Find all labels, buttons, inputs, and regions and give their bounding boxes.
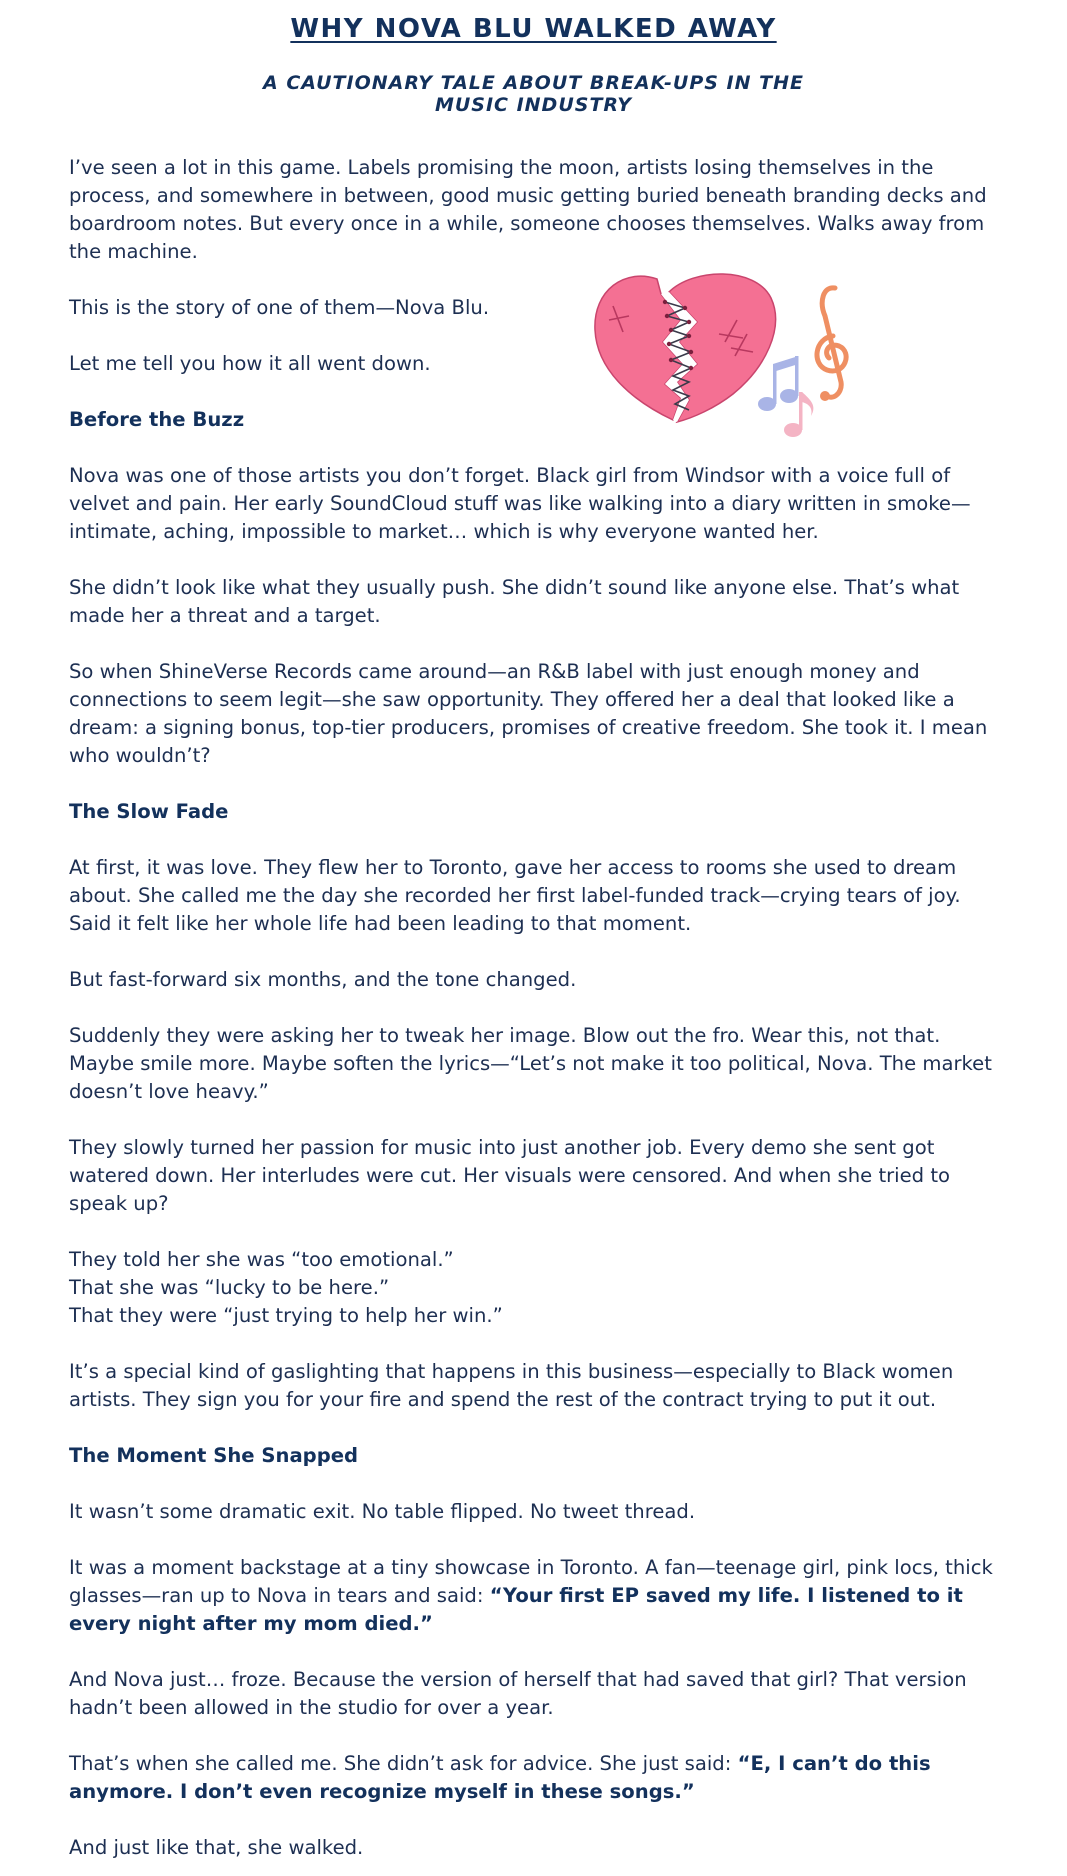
quote-line: That they were “just trying to help her win.”: [69, 1304, 503, 1327]
paragraph: She didn’t look like what they usually push. She didn’t sound like anyone else. That’s what made her a threat and a target.: [69, 576, 960, 627]
paragraph: And just like that, she walked.: [69, 1836, 364, 1859]
paragraph: [69, 1554, 998, 1638]
nova-quote: “E, I can’t do this anymore. I don’t even recognize myself in these songs.”: [69, 1752, 931, 1803]
paragraph: Suddenly they were asking her to tweak her image. Blow out the fro. Wear this, not that. Maybe smile more. Maybe soften the lyrics—“Let’s not make it too political, Nova. The market doesn’t love heavy.”: [69, 1024, 992, 1103]
paragraph: It’s a special kind of gaslighting that happens in this business—especially to Black women artists. They sign you for your fire and spend the rest of the contract trying to put it out.: [69, 1360, 954, 1411]
paragraph: And Nova just… froze. Because the version of herself that had saved that girl? That version hadn’t been allowed in the studio for over a year.: [69, 1668, 967, 1719]
quote-line: That she was “lucky to be here.”: [69, 1276, 390, 1299]
quote-lines: [69, 1246, 998, 1330]
section-heading-the-slow-fade: The Slow Fade: [69, 800, 229, 823]
paragraph: So when ShineVerse Records came around—an R&B label with just enough money and connections to seem legit—she saw opportunity. They offered her a deal that looked like a dream: a signing bonus, top-tier producers, promises of creative freedom. She took it. I mean who wouldn’t?: [69, 660, 988, 767]
paragraph: It wasn’t some dramatic exit. No table flipped. No tweet thread.: [69, 1500, 696, 1523]
intro-story-paragraph: This is the story of one of them—Nova Blu.: [69, 296, 490, 319]
paragraph: At first, it was love. They flew her to Toronto, gave her access to rooms she used to dream about. She called me the day she recorded her first label-funded track—crying tears of joy. Said it felt like her whole life had been leading to that moment.: [69, 856, 961, 935]
intro-paragraph: I’ve seen a lot in this game. Labels promising the moon, artists losing themselves in the process, and somewhere in between, good music getting buried beneath branding decks and boardroom notes. But every once in a while, someone chooses themselves. Walks away from the machine.: [69, 156, 987, 263]
paragraph-text: It was a moment backstage at a tiny showcase in Toronto. A fan—teenage girl, pink locs, thick glasses—ran up to Nova in tears and said:: [69, 1556, 993, 1607]
fan-quote: “Your first EP saved my life. I listened to it every night after my mom died.”: [69, 1584, 963, 1635]
article-title: WHY NOVA BLU WALKED AWAY: [290, 14, 777, 44]
section-heading-the-moment-she-snapped: The Moment She Snapped: [69, 1444, 359, 1467]
music-note-icon: [758, 356, 799, 411]
paragraph: They slowly turned her passion for music into just another job. Every demo she sent got watered down. Her interludes were cut. Her visuals were censored. And when she tried to speak up?: [69, 1136, 951, 1215]
quote-line: They told her she was “too emotional.”: [69, 1248, 454, 1271]
paragraph: [69, 1750, 998, 1806]
paragraph: Nova was one of those artists you don’t forget. Black girl from Windsor with a voice full of velvet and pain. Her early SoundCloud stuff was like walking into a diary written in smoke—intimate, aching, impossible to market… which is why everyone wanted her.: [69, 464, 971, 543]
treble-clef-icon: [817, 288, 846, 397]
section-heading-before-the-buzz: Before the Buzz: [69, 408, 245, 431]
article-subtitle: A CAUTIONARY TALE ABOUT BREAK-UPS IN THE MUSIC INDUSTRY: [263, 72, 804, 116]
paragraph-text: That’s when she called me. She didn’t ask for advice. She just said:: [69, 1752, 738, 1775]
broken-heart-music-icon: [585, 272, 865, 440]
paragraph: But fast-forward six months, and the tone changed.: [69, 968, 577, 991]
intro-tell-paragraph: Let me tell you how it all went down.: [69, 352, 431, 375]
